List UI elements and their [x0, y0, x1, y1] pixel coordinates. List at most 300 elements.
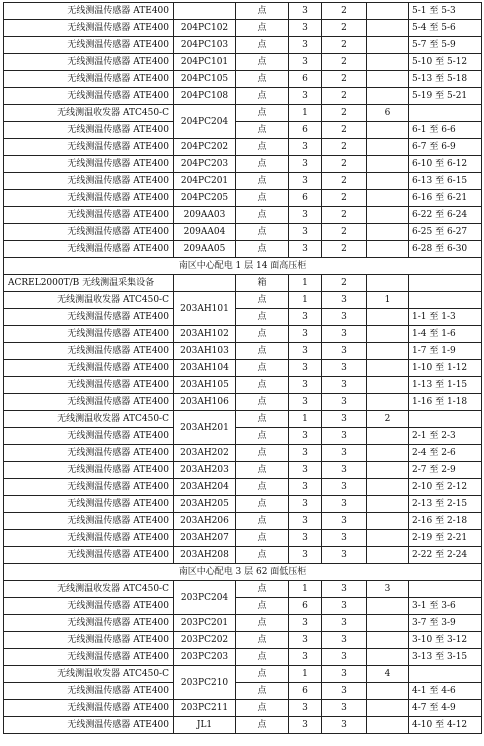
group-cell	[367, 632, 409, 649]
point-range-cell: 2-16 至 2-18	[409, 513, 482, 530]
device-name-cell: 无线测温传感器 ATE400	[4, 717, 174, 734]
unit-cell: 点	[236, 717, 289, 734]
table-row	[4, 54, 482, 71]
unit-cell: 点	[236, 360, 289, 377]
point-range-cell: 1-4 至 1-6	[409, 326, 482, 343]
point-range-cell: 2-10 至 2-12	[409, 479, 482, 496]
group-cell	[367, 173, 409, 190]
device-name-cell: 无线测温传感器 ATE400	[4, 20, 174, 37]
unit-cell: 点	[236, 547, 289, 564]
floor-cell: 3	[322, 462, 367, 479]
device-name-cell: 无线测温传感器 ATE400	[4, 513, 174, 530]
table-row	[4, 445, 482, 462]
floor-cell: 3	[322, 666, 367, 683]
group-cell	[367, 54, 409, 71]
cabinet-code-cell: 203AH103	[174, 343, 236, 360]
table-row	[4, 326, 482, 343]
floor-cell: 3	[322, 581, 367, 598]
quantity-cell: 3	[289, 20, 322, 37]
group-cell	[367, 139, 409, 156]
unit-cell: 点	[236, 462, 289, 479]
device-name-cell: 无线测温传感器 ATE400	[4, 428, 174, 445]
table-row	[4, 122, 482, 139]
device-name-cell: 无线测温传感器 ATE400	[4, 496, 174, 513]
point-range-cell: 1-1 至 1-3	[409, 309, 482, 326]
table-row	[4, 530, 482, 547]
quantity-cell: 1	[289, 581, 322, 598]
quantity-cell: 3	[289, 479, 322, 496]
device-name-cell: 无线测温收发器 ATC450-C	[4, 292, 174, 309]
device-name-cell: 无线测温传感器 ATE400	[4, 445, 174, 462]
table-row	[4, 173, 482, 190]
group-cell	[367, 360, 409, 377]
unit-cell: 点	[236, 479, 289, 496]
group-cell: 6	[367, 105, 409, 122]
unit-cell: 点	[236, 649, 289, 666]
floor-cell: 3	[322, 445, 367, 462]
unit-cell: 点	[236, 700, 289, 717]
device-name-cell: 无线测温传感器 ATE400	[4, 207, 174, 224]
device-name-cell: 无线测温传感器 ATE400	[4, 343, 174, 360]
group-cell	[367, 513, 409, 530]
cabinet-code-cell: JL1	[174, 717, 236, 734]
point-range-cell	[409, 292, 482, 309]
unit-cell: 点	[236, 530, 289, 547]
device-name-cell: 无线测温传感器 ATE400	[4, 309, 174, 326]
cabinet-code-cell: 203AH102	[174, 326, 236, 343]
quantity-cell: 6	[289, 598, 322, 615]
quantity-cell: 3	[289, 496, 322, 513]
device-name-cell: ACREL2000T/B 无线测温采集设备	[4, 275, 174, 292]
group-cell	[367, 598, 409, 615]
cabinet-code-cell: 203AH205	[174, 496, 236, 513]
device-name-cell: 无线测温传感器 ATE400	[4, 530, 174, 547]
group-cell	[367, 37, 409, 54]
group-cell	[367, 190, 409, 207]
device-name-cell: 无线测温传感器 ATE400	[4, 139, 174, 156]
unit-cell: 点	[236, 615, 289, 632]
cabinet-code-cell: 203AH106	[174, 394, 236, 411]
table-row	[4, 615, 482, 632]
point-range-cell: 6-7 至 6-9	[409, 139, 482, 156]
unit-cell: 点	[236, 3, 289, 20]
group-cell	[367, 326, 409, 343]
device-name-cell: 无线测温传感器 ATE400	[4, 122, 174, 139]
group-cell	[367, 377, 409, 394]
table-row	[4, 275, 482, 292]
table-row	[4, 360, 482, 377]
cabinet-code-cell: 203AH206	[174, 513, 236, 530]
point-range-cell: 1-16 至 1-18	[409, 394, 482, 411]
cabinet-code-cell	[174, 3, 236, 20]
table-row	[4, 598, 482, 615]
device-name-cell: 无线测温传感器 ATE400	[4, 326, 174, 343]
device-name-cell: 无线测温传感器 ATE400	[4, 479, 174, 496]
group-cell	[367, 343, 409, 360]
unit-cell: 点	[236, 513, 289, 530]
group-cell	[367, 88, 409, 105]
device-name-cell: 无线测温传感器 ATE400	[4, 360, 174, 377]
floor-cell: 2	[322, 20, 367, 37]
table-row	[4, 462, 482, 479]
floor-cell: 3	[322, 530, 367, 547]
floor-cell: 2	[322, 54, 367, 71]
point-range-cell: 4-7 至 4-9	[409, 700, 482, 717]
table-row	[4, 496, 482, 513]
quantity-cell: 3	[289, 241, 322, 258]
floor-cell: 2	[322, 37, 367, 54]
group-cell	[367, 71, 409, 88]
device-name-cell: 无线测温传感器 ATE400	[4, 190, 174, 207]
floor-cell: 3	[322, 360, 367, 377]
group-cell	[367, 20, 409, 37]
device-name-cell: 无线测温传感器 ATE400	[4, 173, 174, 190]
device-name-cell: 无线测温传感器 ATE400	[4, 3, 174, 20]
quantity-cell: 1	[289, 105, 322, 122]
floor-cell: 3	[322, 700, 367, 717]
table-row	[4, 547, 482, 564]
quantity-cell: 6	[289, 71, 322, 88]
unit-cell: 点	[236, 173, 289, 190]
unit-cell: 点	[236, 394, 289, 411]
group-cell	[367, 224, 409, 241]
device-name-cell: 无线测温传感器 ATE400	[4, 394, 174, 411]
table-row	[4, 513, 482, 530]
cabinet-code-cell: 203AH101	[174, 292, 236, 326]
floor-cell: 3	[322, 479, 367, 496]
table-row	[4, 428, 482, 445]
table-row	[4, 394, 482, 411]
floor-cell: 3	[322, 394, 367, 411]
quantity-cell: 1	[289, 666, 322, 683]
device-name-cell: 无线测温收发器 ATC450-C	[4, 581, 174, 598]
floor-cell: 3	[322, 326, 367, 343]
section-title: 南区中心配电 1 层 14 面高压柜	[4, 258, 482, 275]
unit-cell: 点	[236, 683, 289, 700]
cabinet-code-cell: 203PC204	[174, 581, 236, 615]
quantity-cell: 3	[289, 326, 322, 343]
point-range-cell: 2-1 至 2-3	[409, 428, 482, 445]
cabinet-code-cell: 204PC102	[174, 20, 236, 37]
device-name-cell: 无线测温传感器 ATE400	[4, 683, 174, 700]
unit-cell: 点	[236, 411, 289, 428]
group-cell: 3	[367, 581, 409, 598]
quantity-cell: 3	[289, 207, 322, 224]
cabinet-code-cell: 204PC103	[174, 37, 236, 54]
device-name-cell: 无线测温传感器 ATE400	[4, 649, 174, 666]
floor-cell: 3	[322, 683, 367, 700]
unit-cell: 点	[236, 37, 289, 54]
cabinet-code-cell: 203PC211	[174, 700, 236, 717]
group-cell	[367, 462, 409, 479]
quantity-cell: 3	[289, 547, 322, 564]
floor-cell: 3	[322, 292, 367, 309]
cabinet-code-cell: 204PC204	[174, 105, 236, 139]
device-name-cell: 无线测温收发器 ATC450-C	[4, 411, 174, 428]
point-range-cell: 5-19 至 5-21	[409, 88, 482, 105]
table-row	[4, 292, 482, 309]
device-name-cell: 无线测温传感器 ATE400	[4, 462, 174, 479]
quantity-cell: 3	[289, 173, 322, 190]
floor-cell: 2	[322, 139, 367, 156]
group-cell	[367, 309, 409, 326]
cabinet-code-cell: 209AA03	[174, 207, 236, 224]
unit-cell: 点	[236, 71, 289, 88]
point-range-cell: 3-10 至 3-12	[409, 632, 482, 649]
cabinet-code-cell: 203AH105	[174, 377, 236, 394]
quantity-cell: 3	[289, 700, 322, 717]
floor-cell: 2	[322, 105, 367, 122]
quantity-cell: 3	[289, 377, 322, 394]
point-range-cell: 4-1 至 4-6	[409, 683, 482, 700]
floor-cell: 3	[322, 632, 367, 649]
quantity-cell: 3	[289, 394, 322, 411]
floor-cell: 2	[322, 275, 367, 292]
floor-cell: 2	[322, 156, 367, 173]
unit-cell: 点	[236, 309, 289, 326]
unit-cell: 点	[236, 292, 289, 309]
group-cell: 1	[367, 292, 409, 309]
point-range-cell: 2-22 至 2-24	[409, 547, 482, 564]
unit-cell: 箱	[236, 275, 289, 292]
point-range-cell: 6-16 至 6-21	[409, 190, 482, 207]
floor-cell: 3	[322, 377, 367, 394]
group-cell: 2	[367, 411, 409, 428]
quantity-cell: 6	[289, 122, 322, 139]
table-row	[4, 343, 482, 360]
floor-cell: 2	[322, 173, 367, 190]
group-cell	[367, 122, 409, 139]
unit-cell: 点	[236, 598, 289, 615]
device-name-cell: 无线测温传感器 ATE400	[4, 547, 174, 564]
table-row	[4, 105, 482, 122]
point-range-cell: 2-7 至 2-9	[409, 462, 482, 479]
floor-cell: 3	[322, 428, 367, 445]
point-range-cell: 6-13 至 6-15	[409, 173, 482, 190]
floor-cell: 3	[322, 649, 367, 666]
floor-cell: 3	[322, 496, 367, 513]
quantity-cell: 1	[289, 411, 322, 428]
device-name-cell: 无线测温传感器 ATE400	[4, 54, 174, 71]
cabinet-code-cell: 203AH203	[174, 462, 236, 479]
table-row	[4, 377, 482, 394]
group-cell	[367, 700, 409, 717]
quantity-cell: 3	[289, 717, 322, 734]
quantity-cell: 3	[289, 513, 322, 530]
device-name-cell: 无线测温传感器 ATE400	[4, 241, 174, 258]
point-range-cell: 1-10 至 1-12	[409, 360, 482, 377]
point-range-cell: 6-25 至 6-27	[409, 224, 482, 241]
quantity-cell: 3	[289, 615, 322, 632]
cabinet-code-cell: 204PC203	[174, 156, 236, 173]
quantity-cell: 3	[289, 649, 322, 666]
quantity-cell: 3	[289, 139, 322, 156]
point-range-cell	[409, 411, 482, 428]
table-row	[4, 241, 482, 258]
point-range-cell: 5-1 至 5-3	[409, 3, 482, 20]
unit-cell: 点	[236, 496, 289, 513]
group-cell	[367, 445, 409, 462]
cabinet-code-cell: 209AA05	[174, 241, 236, 258]
quantity-cell: 3	[289, 445, 322, 462]
table-row	[4, 411, 482, 428]
table-row	[4, 20, 482, 37]
unit-cell: 点	[236, 326, 289, 343]
cabinet-code-cell: 203AH104	[174, 360, 236, 377]
table-row	[4, 683, 482, 700]
group-cell	[367, 428, 409, 445]
device-name-cell: 无线测温传感器 ATE400	[4, 37, 174, 54]
floor-cell: 3	[322, 547, 367, 564]
quantity-cell: 6	[289, 190, 322, 207]
device-name-cell: 无线测温传感器 ATE400	[4, 71, 174, 88]
point-range-cell: 5-13 至 5-18	[409, 71, 482, 88]
point-range-cell: 3-7 至 3-9	[409, 615, 482, 632]
table-row	[4, 139, 482, 156]
quantity-cell: 3	[289, 54, 322, 71]
unit-cell: 点	[236, 88, 289, 105]
unit-cell: 点	[236, 156, 289, 173]
cabinet-code-cell: 204PC101	[174, 54, 236, 71]
quantity-cell: 1	[289, 292, 322, 309]
equipment-table	[3, 2, 482, 734]
cabinet-code-cell: 203AH207	[174, 530, 236, 547]
unit-cell: 点	[236, 666, 289, 683]
table-row	[4, 224, 482, 241]
group-cell	[367, 241, 409, 258]
device-name-cell: 无线测温传感器 ATE400	[4, 224, 174, 241]
table-row	[4, 649, 482, 666]
table-row	[4, 717, 482, 734]
floor-cell: 3	[322, 411, 367, 428]
unit-cell: 点	[236, 190, 289, 207]
floor-cell: 2	[322, 190, 367, 207]
section-header-row	[4, 564, 482, 581]
section-title: 南区中心配电 3 层 62 面低压柜	[4, 564, 482, 581]
device-name-cell: 无线测温传感器 ATE400	[4, 598, 174, 615]
group-cell	[367, 394, 409, 411]
cabinet-code-cell: 204PC105	[174, 71, 236, 88]
unit-cell: 点	[236, 20, 289, 37]
floor-cell: 2	[322, 224, 367, 241]
cabinet-code-cell: 204PC201	[174, 173, 236, 190]
quantity-cell: 3	[289, 343, 322, 360]
quantity-cell: 3	[289, 360, 322, 377]
point-range-cell	[409, 105, 482, 122]
point-range-cell: 5-4 至 5-6	[409, 20, 482, 37]
quantity-cell: 3	[289, 88, 322, 105]
unit-cell: 点	[236, 343, 289, 360]
table-row	[4, 632, 482, 649]
unit-cell: 点	[236, 105, 289, 122]
table-row	[4, 309, 482, 326]
equipment-table-body	[4, 3, 482, 734]
cabinet-code-cell	[174, 275, 236, 292]
table-row	[4, 37, 482, 54]
floor-cell: 2	[322, 88, 367, 105]
cabinet-code-cell: 204PC205	[174, 190, 236, 207]
cabinet-code-cell: 209AA04	[174, 224, 236, 241]
group-cell: 4	[367, 666, 409, 683]
cabinet-code-cell: 203AH202	[174, 445, 236, 462]
point-range-cell: 1-13 至 1-15	[409, 377, 482, 394]
table-row	[4, 88, 482, 105]
floor-cell: 2	[322, 3, 367, 20]
group-cell	[367, 615, 409, 632]
table-row	[4, 666, 482, 683]
table-row	[4, 3, 482, 20]
table-row	[4, 700, 482, 717]
device-name-cell: 无线测温传感器 ATE400	[4, 156, 174, 173]
floor-cell: 3	[322, 513, 367, 530]
group-cell	[367, 3, 409, 20]
quantity-cell: 1	[289, 275, 322, 292]
group-cell	[367, 496, 409, 513]
floor-cell: 3	[322, 717, 367, 734]
cabinet-code-cell: 203AH208	[174, 547, 236, 564]
cabinet-code-cell: 203AH204	[174, 479, 236, 496]
floor-cell: 2	[322, 71, 367, 88]
point-range-cell	[409, 581, 482, 598]
quantity-cell: 3	[289, 428, 322, 445]
group-cell	[367, 683, 409, 700]
point-range-cell: 3-1 至 3-6	[409, 598, 482, 615]
table-row	[4, 190, 482, 207]
unit-cell: 点	[236, 139, 289, 156]
point-range-cell: 5-10 至 5-12	[409, 54, 482, 71]
device-name-cell: 无线测温传感器 ATE400	[4, 700, 174, 717]
quantity-cell: 3	[289, 224, 322, 241]
floor-cell: 3	[322, 343, 367, 360]
floor-cell: 3	[322, 615, 367, 632]
unit-cell: 点	[236, 241, 289, 258]
device-name-cell: 无线测温收发器 ATC450-C	[4, 105, 174, 122]
group-cell	[367, 275, 409, 292]
cabinet-code-cell: 203PC203	[174, 649, 236, 666]
quantity-cell: 3	[289, 632, 322, 649]
unit-cell: 点	[236, 581, 289, 598]
group-cell	[367, 649, 409, 666]
cabinet-code-cell: 203PC201	[174, 615, 236, 632]
unit-cell: 点	[236, 224, 289, 241]
floor-cell: 3	[322, 309, 367, 326]
point-range-cell	[409, 275, 482, 292]
group-cell	[367, 207, 409, 224]
unit-cell: 点	[236, 54, 289, 71]
section-header-row	[4, 258, 482, 275]
point-range-cell: 1-7 至 1-9	[409, 343, 482, 360]
floor-cell: 3	[322, 598, 367, 615]
cabinet-code-cell: 203AH201	[174, 411, 236, 445]
unit-cell: 点	[236, 122, 289, 139]
unit-cell: 点	[236, 377, 289, 394]
group-cell	[367, 156, 409, 173]
cabinet-code-cell: 203PC202	[174, 632, 236, 649]
point-range-cell: 2-19 至 2-21	[409, 530, 482, 547]
device-name-cell: 无线测温收发器 ATC450-C	[4, 666, 174, 683]
table-row	[4, 207, 482, 224]
cabinet-code-cell: 204PC202	[174, 139, 236, 156]
cabinet-code-cell: 203PC210	[174, 666, 236, 700]
quantity-cell: 3	[289, 156, 322, 173]
device-name-cell: 无线测温传感器 ATE400	[4, 632, 174, 649]
group-cell	[367, 717, 409, 734]
device-name-cell: 无线测温传感器 ATE400	[4, 88, 174, 105]
quantity-cell: 3	[289, 37, 322, 54]
unit-cell: 点	[236, 428, 289, 445]
table-row	[4, 581, 482, 598]
unit-cell: 点	[236, 632, 289, 649]
